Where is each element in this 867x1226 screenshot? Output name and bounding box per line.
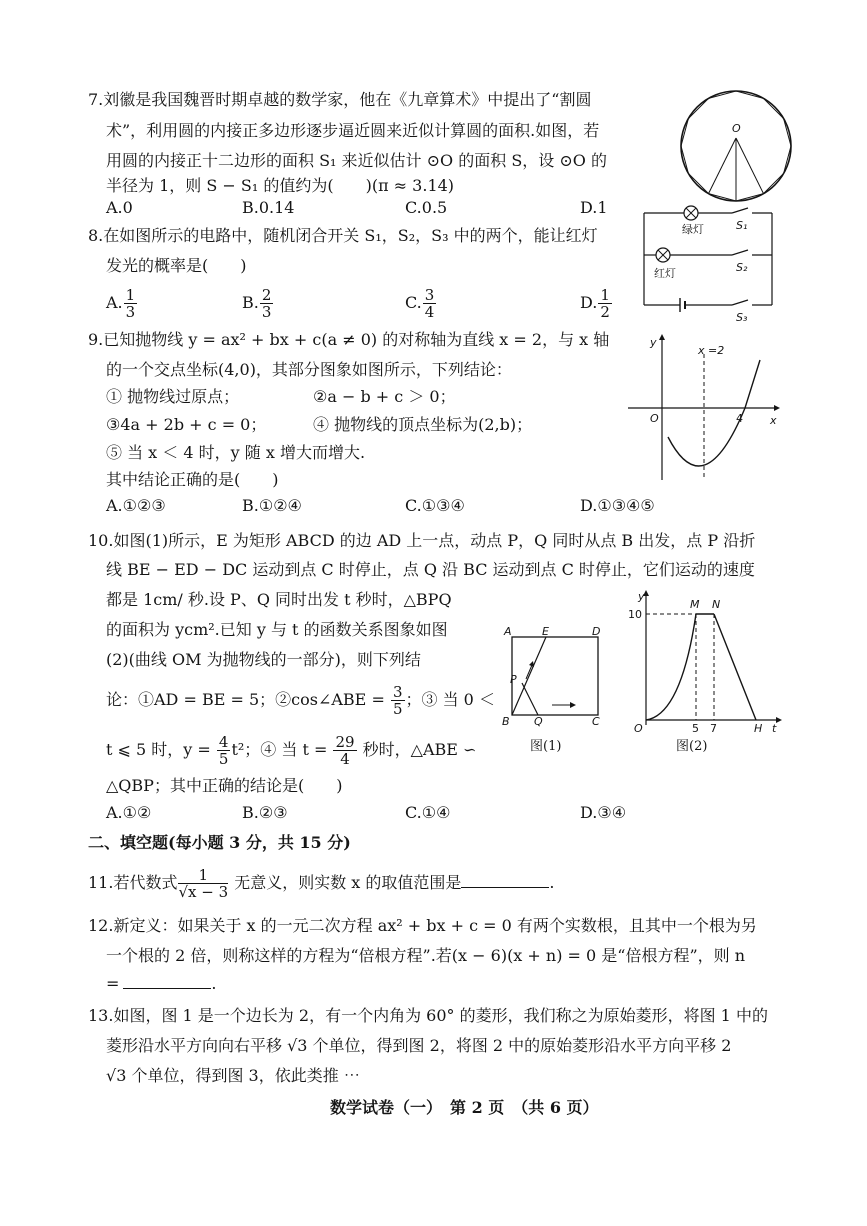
q9-parabola-figure (624, 332, 780, 482)
q7-option-b: B.0.14 (242, 198, 295, 217)
q13-line2: 菱形沿水平方向向右平移 √3 个单位，得到图 2，将图 2 中的原始菱形沿水平方向平移 2 (106, 1036, 732, 1055)
q11-line: 11.若代数式 $\frac{1}{√x - 3}$ 无意义，则实数 x 的取值范围是 . (88, 866, 555, 901)
q10-figure-2-caption: 图(2) (676, 739, 708, 754)
q9-conclusion-1: ① 抛物线过原点； (106, 387, 240, 406)
q12-line1: 12.新定义：如果关于 x 的一元二次方程 ax² + bx + c = 0 有两个实数根，且其中一个根为另 (88, 916, 757, 935)
q9-y-label: y (650, 336, 657, 349)
q10-line5: (2)(曲线 OM 为抛物线的一部分)，则下列结 (106, 650, 421, 669)
q13-line3: √3 个单位，得到图 3，依此类推 ⋯ (106, 1066, 360, 1085)
q10-option-c: C.①④ (405, 803, 451, 822)
red-light-label: 红灯 (654, 267, 676, 280)
q9-option-d: D.①③④⑤ (580, 496, 655, 515)
svg-text:5: 5 (692, 722, 699, 735)
q10-line8: △QBP；其中正确的结论是( ) (106, 776, 343, 795)
q9-option-c: C.①③④ (405, 496, 465, 515)
q9-option-a: A.①②③ (106, 496, 166, 515)
q8-line1: 8.在如图所示的电路中，随机闭合开关 S₁，S₂，S₃ 中的两个，能让红灯 (88, 226, 598, 245)
svg-text:y: y (638, 590, 645, 603)
q8-option-d: D. $\frac{1}{2}$ (580, 286, 610, 321)
q10-option-a: A.①② (106, 803, 152, 822)
q9-option-b: B.①②④ (242, 496, 302, 515)
q8-circuit-figure (640, 205, 780, 323)
q10-figure-2 (626, 590, 782, 735)
q10-line2: 线 BE − ED − DC 运动到点 C 时停止，点 Q 沿 BC 运动到点 C 时停止，它们运动的速度 (106, 560, 755, 579)
svg-text:H: H (754, 722, 763, 735)
q10-line7: t ⩽ 5 时，y = $\frac{4}{5}$ t²；④ 当 t = $\frac{29}{4}$ 秒时，△ABE ∽ (106, 733, 477, 768)
q10-figure-1-caption: 图(1) (530, 739, 562, 754)
q10-line1: 10.如图(1)所示，E 为矩形 ABCD 的边 AD 上一点，动点 P，Q 同时从点 B 出发，点 P 沿折 (88, 531, 756, 550)
switch-s1-label: S₁ (736, 219, 748, 232)
q10-option-d: D.③④ (580, 803, 627, 822)
q7-circle-figure (676, 88, 796, 206)
q10-line4: 的面积为 ycm².已知 y 与 t 的函数关系图象如图 (106, 620, 448, 639)
q12-answer-blank (123, 988, 211, 989)
q9-line1: 9.已知抛物线 y = ax² + bx + c(a ≠ 0) 的对称轴为直线 x = 2，与 x 轴 (88, 330, 610, 349)
svg-text:10: 10 (628, 608, 642, 621)
q8-option-b: B. $\frac{2}{3}$ (242, 286, 272, 321)
q10-option-b: B.②③ (242, 803, 288, 822)
svg-text:M: M (690, 598, 700, 611)
q9-line2: 的一个交点坐标(4,0)，其部分图象如图所示，下列结论： (106, 360, 512, 379)
q9-conclusion-5: ⑤ 当 x ＜ 4 时，y 随 x 增大而增大. (106, 443, 366, 462)
svg-text:7: 7 (710, 722, 717, 735)
svg-text:t: t (772, 722, 777, 735)
q10-line6: 论：①AD = BE = 5；②cos∠ABE = $\frac{3}{5}$ ；③ 当 0 ＜ (106, 683, 495, 718)
green-light-label: 绿灯 (682, 223, 704, 236)
page-footer: 数学试卷（一） 第 2 页 （共 6 页） (330, 1098, 599, 1117)
svg-text:B: B (502, 715, 510, 728)
q9-conclusion-4: ④ 抛物线的顶点坐标为(2,b)； (313, 415, 533, 434)
svg-text:P: P (510, 673, 517, 686)
switch-s3-label: S₃ (736, 311, 748, 324)
svg-text:A: A (504, 625, 512, 638)
svg-text:Q: Q (534, 715, 543, 728)
q9-ask: 其中结论正确的是( ) (106, 470, 279, 489)
q9-x-label: x (770, 414, 777, 427)
switch-s2-label: S₂ (736, 261, 748, 274)
q10-line3: 都是 1cm/ 秒.设 P、Q 同时出发 t 秒时，△BPQ (106, 590, 452, 609)
q7-option-d: D.1 (580, 198, 608, 217)
q7-line4: 半径为 1，则 S − S₁ 的值约为( )(π ≈ 3.14) (106, 176, 455, 195)
q9-axis-label: x =2 (698, 344, 725, 357)
q9-conclusion-3: ③4a + 2b + c = 0； (106, 415, 267, 434)
q7-line3: 用圆的内接正十二边形的面积 S₁ 来近似估计 ⊙O 的面积 S，设 ⊙O 的 (106, 151, 607, 170)
q7-line2: 术”，利用圆的内接正多边形逐步逼近圆来近似计算圆的面积.如图，若 (106, 121, 600, 140)
q11-answer-blank (461, 887, 549, 888)
q12-line3: = . (106, 974, 217, 993)
q13-line1: 13.如图，图 1 是一个边长为 2，有一个内角为 60° 的菱形，我们称之为原始菱形，将图 1 中的 (88, 1006, 768, 1025)
q7-center-label: O (732, 122, 741, 135)
q9-conclusion-2: ②a − b + c ＞ 0； (313, 387, 456, 406)
q9-origin-label: O (650, 412, 659, 425)
q12-line2: 一个根的 2 倍，则称这样的方程为“倍根方程”.若(x − 6)(x + n) = 0 是“倍根方程”，则 n (106, 946, 746, 965)
section-fill-in-title: 二、填空题(每小题 3 分，共 15 分) (88, 833, 351, 852)
q7-option-a: A.0 (106, 198, 133, 217)
svg-text:N: N (712, 598, 721, 611)
q7-option-c: C.0.5 (405, 198, 448, 217)
q8-line2: 发光的概率是( ) (106, 256, 247, 275)
q8-option-c: C. $\frac{3}{4}$ (405, 286, 435, 321)
svg-text:C: C (592, 715, 600, 728)
svg-text:E: E (542, 625, 549, 638)
svg-text:O: O (634, 722, 643, 735)
svg-text:D: D (592, 625, 601, 638)
q10-figure-1 (500, 625, 610, 730)
q7-line1: 7.刘徽是我国魏晋时期卓越的数学家，他在《九章算术》中提出了“割圆 (88, 90, 592, 109)
q9-tick-4: 4 (736, 412, 743, 425)
q8-option-a: A. $\frac{1}{3}$ (106, 286, 136, 321)
